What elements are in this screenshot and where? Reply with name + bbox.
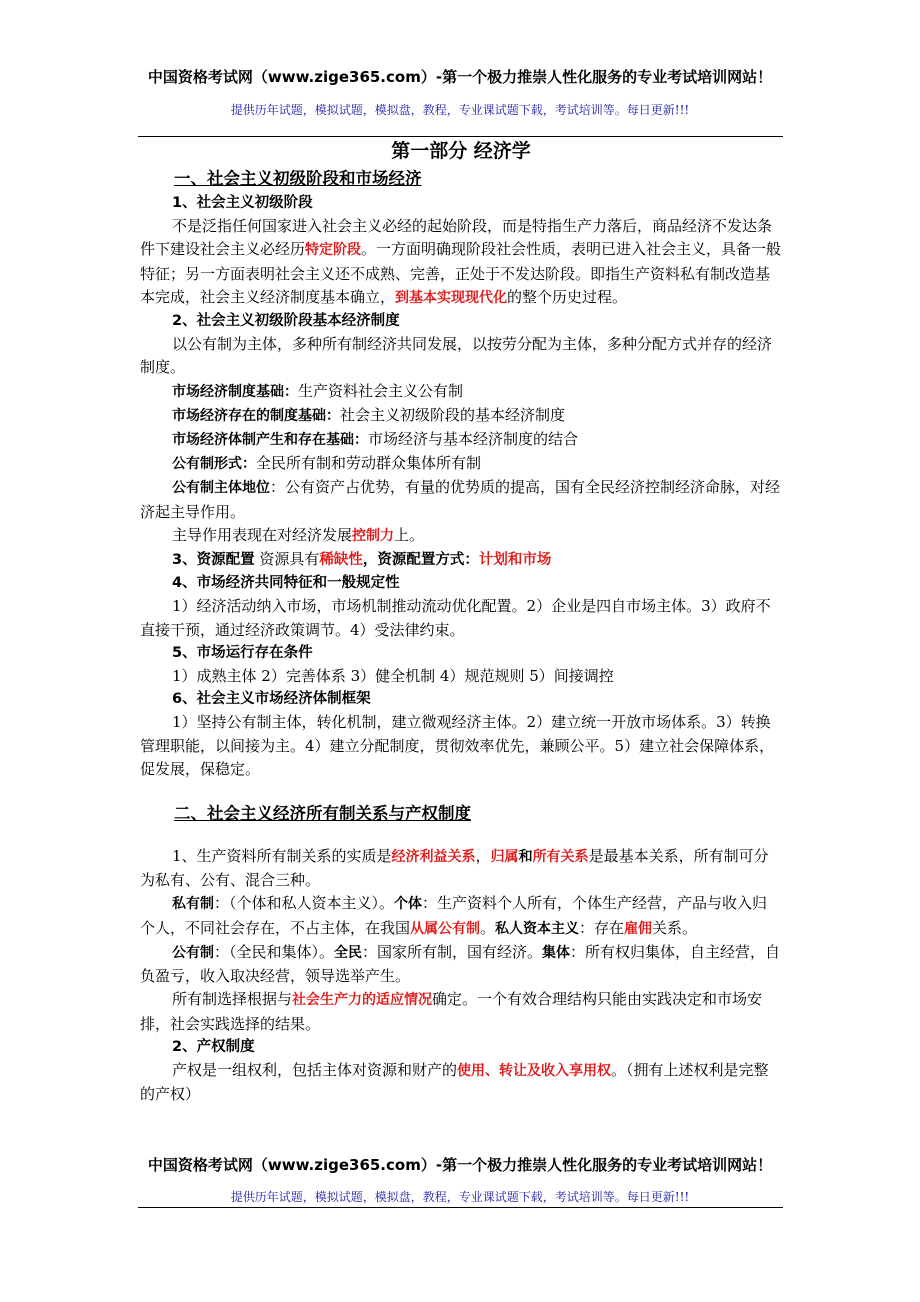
highlight-term: 从属公有制	[410, 920, 481, 937]
subheading-1-5: 5、市场运行存在条件	[172, 644, 313, 661]
highlight-term: 雇佣	[624, 920, 653, 937]
paragraph-1-5: 1）成熟主体 2）完善体系 3）健全机制 4）规范规则 5）间接调控	[172, 667, 614, 686]
subheading-1-6: 6、社会主义市场经济体制框架	[172, 691, 371, 708]
paragraph-1-1: 不是泛指任何国家进入社会主义必经的起始阶段，而是特指生产力落后，商品经济不发达条件下建设社会主义必经历特定阶段。一方面明确现阶段社会性质，表明已进入社会主义，具备一般特征；另一方面表明社会主义还不成熟、完善，正处于不发达阶段。即指生产资料私有制改造基本完成，社会主义经济制度基本确立，到基本实现现代化的整个历史过程。	[140, 217, 782, 306]
spacer	[140, 781, 782, 801]
paragraph-1-4: 1）经济活动纳入市场，市场机制推动流动优化配置。2）企业是四自市场主体。3）政府不直接干预，通过经济政策调节。4）受法律约束。	[140, 597, 771, 639]
paragraph-2-2: 私有制：（个体和私人资本主义）。个体：生产资料个人所有，个体生产经营，产品与收入归个人，不同社会存在，不占主体，在我国从属公有制。私人资本主义：存在雇佣关系。	[140, 894, 768, 937]
footer-divider	[138, 1207, 783, 1208]
section-1-heading: 一、社会主义初级阶段和市场经济	[174, 169, 422, 188]
header-subtitle: 提供历年试题，模拟试题，模拟盘，教程，专业课试题下载，考试培训等。每日更新!!!	[230, 103, 690, 117]
highlight-term: 到基本实现现代化	[395, 289, 508, 306]
subheading-1-3: 3、资源配置 资源具有稀缺性，资源配置方式：计划和市场	[172, 550, 552, 569]
highlight-term: 所有关系	[532, 849, 589, 866]
subheading-1-1: 1、社会主义初级阶段	[172, 195, 313, 211]
paragraph-2-4: 所有制选择根据与社会生产力的适应情况确定。一个有效合理结构只能由实践决定和市场安排，社会实践选择的结果。	[140, 990, 763, 1033]
paragraph-2-1: 1、生产资料所有制关系的实质是经济利益关系，归属和所有关系是最基本关系，所有制可分为私有、公有、混合三种。	[140, 847, 769, 890]
paragraph-1-6: 1）坚持公有制主体，转化机制，建立微观经济主体。2）建立统一开放市场体系。3）转换管理职能，以间接为主。4）建立分配制度，贯彻效率优先，兼顾公平。5）建立社会保障体系，促发展，保稳定。	[140, 713, 775, 778]
spacer	[140, 827, 782, 845]
highlight-term: 归属	[490, 849, 519, 866]
paragraph-2-3: 公有制：（全民和集体）。全民：国家所有制，国有经济。集体：所有权归集体，自主经营，自负盈亏，收入取决经营，领导选举产生。	[140, 942, 781, 986]
list-item: 市场经济体制产生和存在基础：市场经济与基本经济制度的结合	[172, 430, 579, 449]
footer-subtitle: 提供历年试题，模拟试题，模拟盘，教程，专业课试题下载，考试培训等。每日更新!!!	[230, 1190, 690, 1204]
part-title: 第一部分 经济学	[391, 140, 531, 162]
section-2-heading: 二、社会主义经济所有制关系与产权制度	[174, 804, 471, 824]
highlight-term: 使用、转让及收入享用权	[457, 1062, 612, 1079]
list-item: 市场经济存在的制度基础：社会主义初级阶段的基本经济制度	[172, 405, 566, 424]
list-item: 公有制形式：全民所有制和劳动群众集体所有制	[172, 454, 482, 473]
subheading-1-2: 2、社会主义初级阶段基本经济制度	[172, 313, 400, 330]
paragraph-1-2: 以公有制为主体，多种所有制经济共同发展，以按劳分配为主体，多种分配方式并存的经济制度。	[140, 335, 773, 377]
footer-title: 中国资格考试网（www.zige365.com）-第一个极力推崇人性化服务的专业考试培训网站！	[147, 1156, 773, 1174]
highlight-term: 特定阶段	[305, 242, 362, 259]
highlight-term: 稀缺性	[319, 552, 363, 569]
highlight-term: 经济利益关系	[391, 849, 476, 866]
highlight-term: 控制力	[352, 527, 395, 544]
document-body	[140, 136, 782, 1106]
highlight-term: 社会生产力的适应情况	[292, 992, 433, 1009]
list-item: 市场经济制度基础：生产资料社会主义公有制	[172, 381, 464, 400]
subheading-1-4: 4、市场经济共同特征和一般规定性	[172, 575, 400, 592]
subheading-2-2: 2、产权制度	[172, 1038, 255, 1055]
list-item: 公有制主体地位：公有资产占优势，有量的优势质的提高，国有全民经济控制经济命脉，对经济起主导作用。	[140, 478, 781, 521]
list-item: 主导作用表现在对经济发展控制力上。	[172, 525, 425, 544]
highlight-term: 计划和市场	[478, 552, 552, 569]
paragraph-2-5: 产权是一组权利，包括主体对资源和财产的使用、转让及收入享用权。（拥有上述权利是完整的产权）	[140, 1060, 769, 1104]
header-title: 中国资格考试网（www.zige365.com）-第一个极力推崇人性化服务的专业考试培训网站！	[147, 68, 773, 86]
